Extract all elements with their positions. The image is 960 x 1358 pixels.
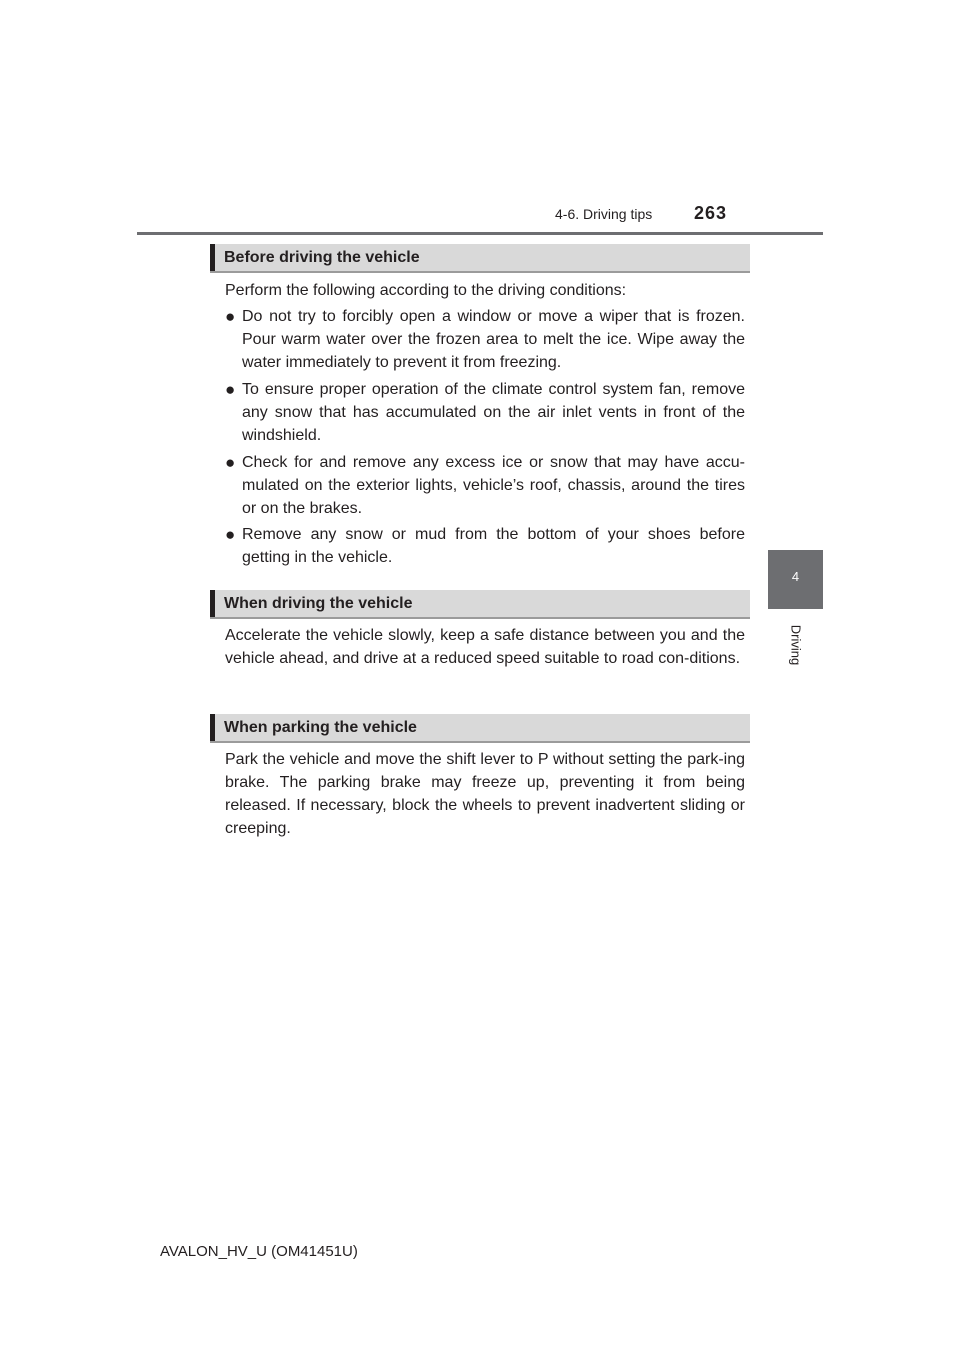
section-body: Park the vehicle and move the shift lever to P without setting the park-ing brake. The parking brake may freeze up, preventing it from being released. If necessary, block the wheels to prevent inadvertent sliding or creeping. [225, 751, 745, 837]
document-code: AVALON_HV_U (OM41451U) [160, 1243, 358, 1260]
section-heading-accent [210, 244, 215, 271]
list-item-text: Remove any snow or mud from the bottom of your shoes before getting in the vehicle. [242, 526, 745, 566]
header-section-title: 4-6. Driving tips [555, 206, 653, 222]
section-heading-when-parking [210, 714, 750, 743]
list-item [225, 523, 745, 569]
list-item [225, 451, 745, 520]
bullet-icon: ● [225, 380, 236, 399]
bullet-icon: ● [225, 453, 236, 472]
section-heading-accent [210, 714, 215, 741]
section-heading-title: Before driving the vehicle [224, 249, 420, 266]
section-heading-title: When parking the vehicle [224, 719, 417, 736]
list-item [225, 305, 745, 374]
section-heading-accent [210, 590, 215, 617]
section-heading-title: When driving the vehicle [224, 595, 413, 612]
bullet-icon: ● [225, 307, 236, 326]
chapter-number: 4 [791, 569, 800, 584]
section-heading-when-driving [210, 590, 750, 619]
section-body: Accelerate the vehicle slowly, keep a safe distance between you and the vehicle ahead, and drive at a reduced speed suitable to road con-ditions. [225, 627, 745, 667]
chapter-label-wrapper [789, 615, 803, 675]
list-item-text: Check for and remove any excess ice or snow that may have accu-mulated on the exterior lights, vehicle’s roof, chassis, around the tires or on the brakes. [242, 454, 745, 517]
section-heading-before-driving [210, 244, 750, 273]
list-item [225, 378, 745, 447]
list-item-text: Do not try to forcibly open a window or move a wiper that is frozen. Pour warm water over the frozen area to melt the ice. Wipe away the water immediately to prevent it from freezing. [242, 308, 745, 371]
chapter-tab [768, 550, 823, 609]
header-rule [137, 232, 823, 235]
section-intro: Perform the following according to the driving conditions: [225, 282, 627, 299]
page-number: 263 [694, 203, 728, 223]
chapter-label: Driving [788, 624, 804, 666]
bullet-icon: ● [225, 525, 236, 544]
list-item-text: To ensure proper operation of the climate control system fan, remove any snow that has accumulated on the air inlet vents in front of the windshield. [242, 381, 745, 444]
